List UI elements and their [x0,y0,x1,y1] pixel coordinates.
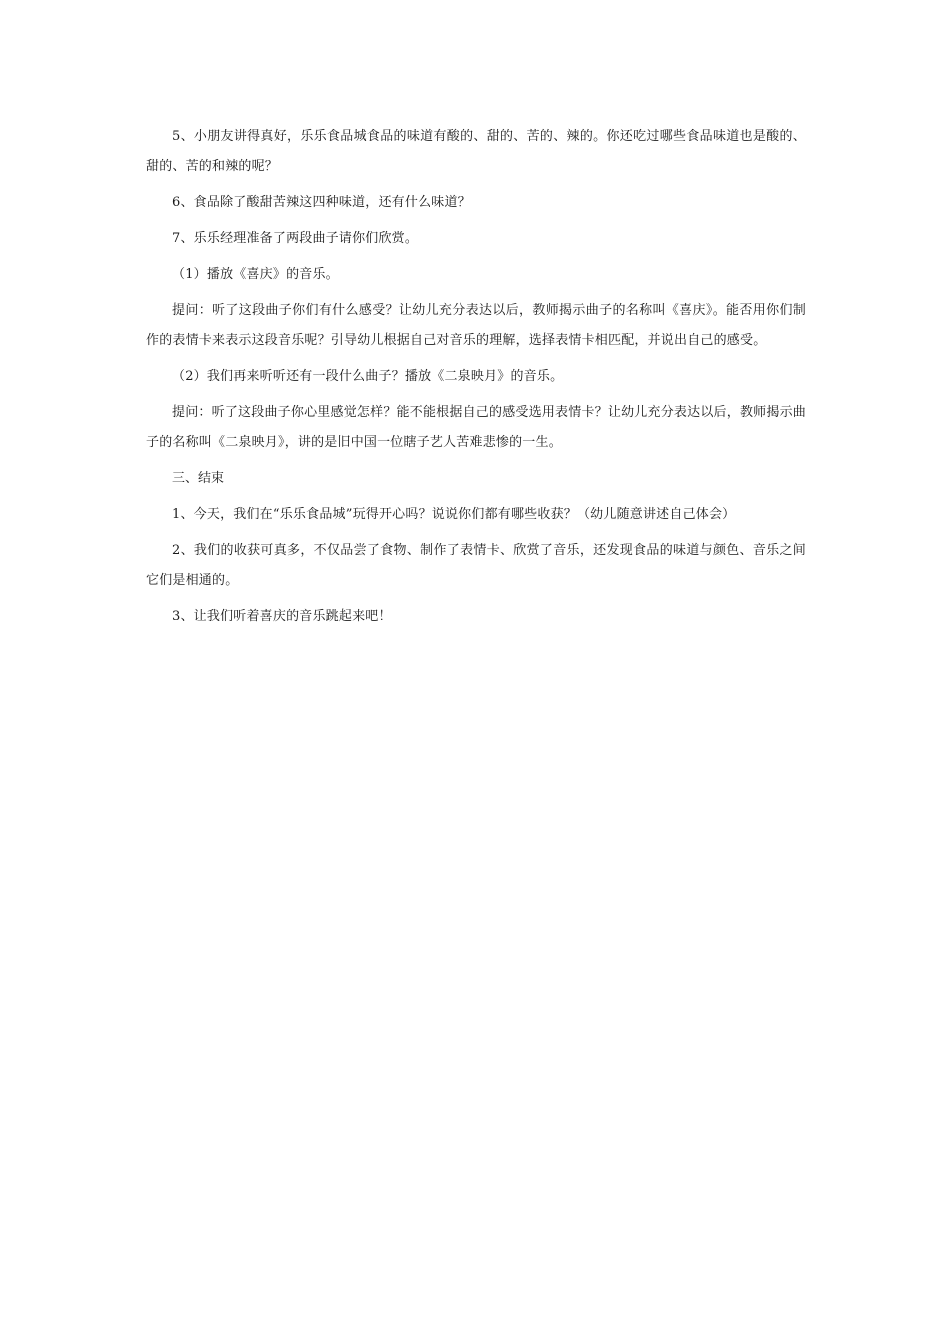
paragraph-question-2: 提问：听了这段曲子你心里感觉怎样？能不能根据自己的感受选用表情卡？让幼儿充分表达以后，教师揭示曲子的名称叫《二泉映月》，讲的是旧中国一位瞎子艺人苦难悲惨的一生。 [146,405,806,450]
section-heading-end: 三、结束 [172,471,225,486]
paragraph-item-6: 6、食品除了酸甜苦辣这四种味道，还有什么味道？ [172,195,471,210]
paragraph-end-item-3: 3、让我们听着喜庆的音乐跳起来吧！ [172,609,392,624]
paragraph-subitem-2: （2）我们再来听听还有一段什么曲子？播放《二泉映月》的音乐。 [172,369,564,384]
paragraph-end-item-1: 1、今天，我们在“乐乐食品城”玩得开心吗？说说你们都有哪些收获？（幼儿随意讲述自己体会） [172,507,736,522]
paragraph-end-item-2: 2、我们的收获可真多，不仅品尝了食物、制作了表情卡、欣赏了音乐，还发现食品的味道与颜色、音乐之间它们是相通的。 [146,543,806,588]
paragraph-item-7: 7、乐乐经理准备了两段曲子请你们欣赏。 [172,231,419,246]
paragraph-item-5: 5、小朋友讲得真好，乐乐食品城食品的味道有酸的、甜的、苦的、辣的。你还吃过哪些食品味道也是酸的、甜的、苦的和辣的呢？ [146,129,806,174]
document-body [146,122,806,638]
paragraph-subitem-1: （1）播放《喜庆》的音乐。 [172,267,339,282]
paragraph-question-1: 提问：听了这段曲子你们有什么感受？让幼儿充分表达以后，教师揭示曲子的名称叫《喜庆》。能否用你们制作的表情卡来表示这段音乐呢？引导幼儿根据自己对音乐的理解，选择表情卡相匹配，并说出自己的感受。 [146,303,806,348]
